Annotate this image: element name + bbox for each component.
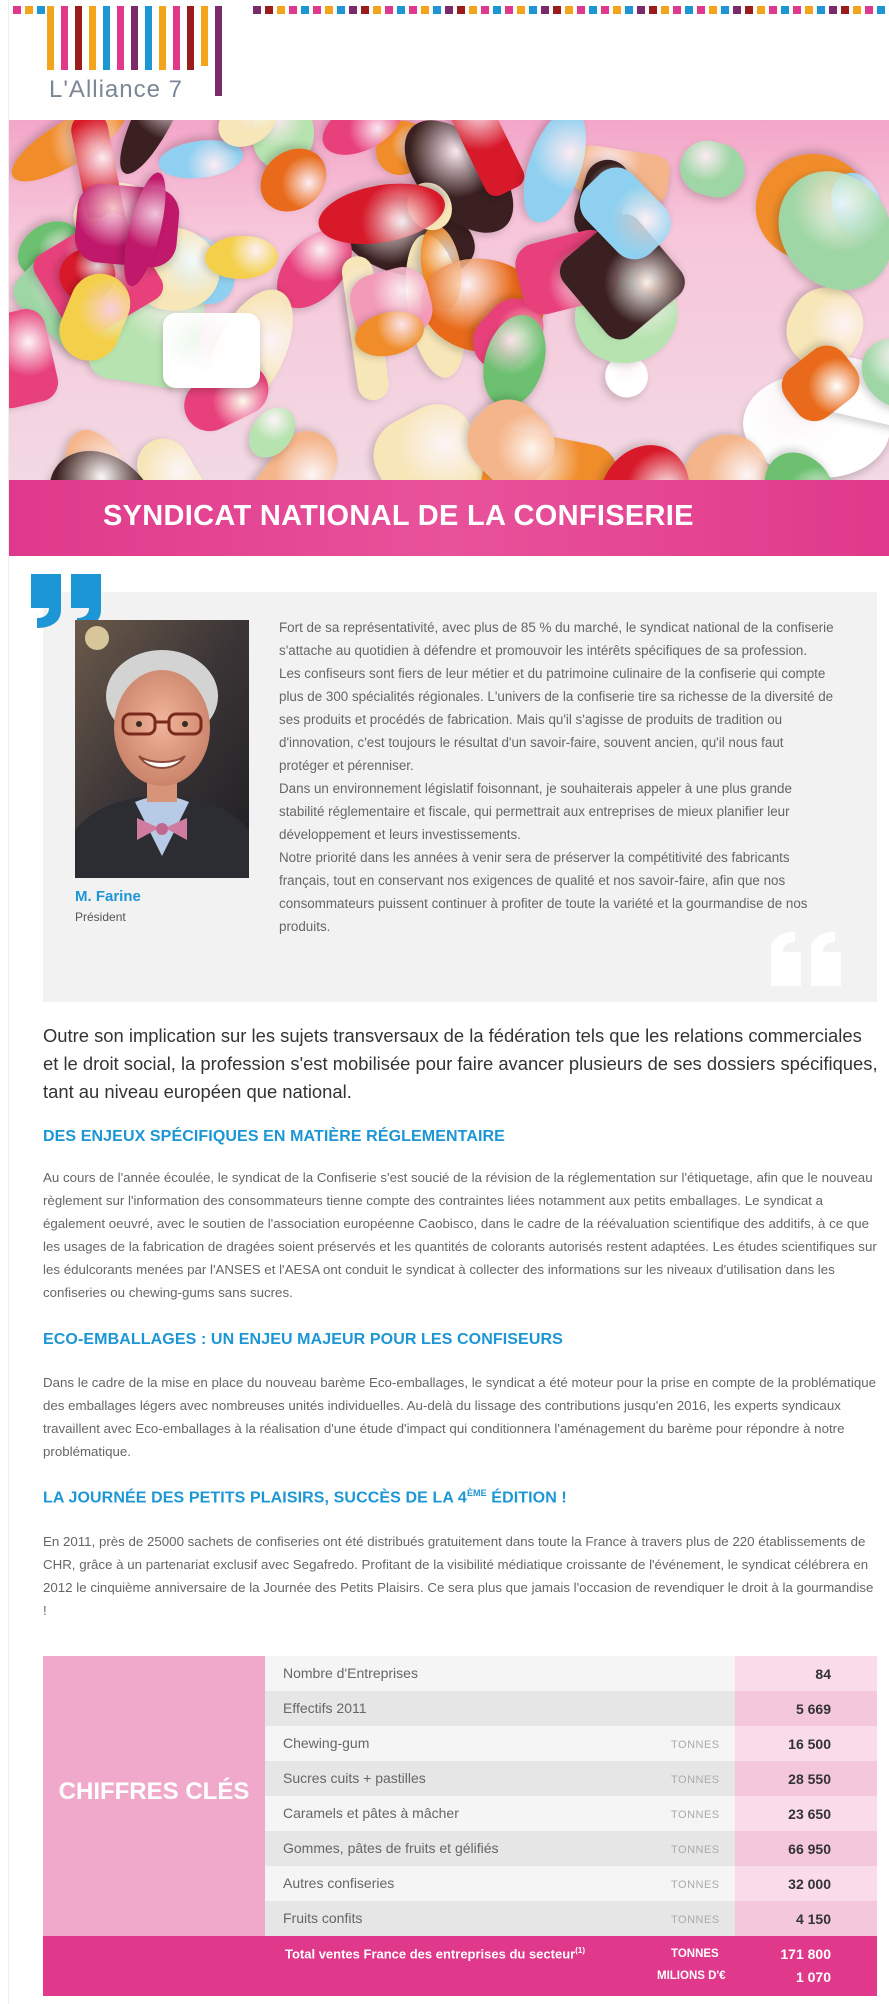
dot — [709, 6, 717, 14]
dot — [553, 6, 561, 14]
key-figure-label: Gommes, pâtes de fruits et gélifiés — [283, 1840, 499, 1856]
logo-bar — [173, 6, 180, 70]
total-value-euros: 1 070 — [795, 1969, 831, 1985]
candy-shape — [127, 428, 231, 480]
quote-paragraph: Dans un environnement législatif foisonnant, je souhaiterais appeler à une plus grande stabilité réglementaire et fiscale, qui permettrait aux entreprises de mieux planifier leur développement et leurs investissements. — [279, 781, 792, 842]
logo-bar — [75, 6, 82, 70]
dot — [865, 6, 873, 14]
close-quote-icon — [765, 930, 845, 990]
dot — [277, 6, 285, 14]
dot — [793, 6, 801, 14]
quote-text — [279, 616, 835, 938]
logo-number: 7 — [168, 76, 184, 103]
dot — [385, 6, 393, 14]
key-figure-label: Caramels et pâtes à mâcher — [283, 1805, 459, 1821]
logo-bar — [201, 6, 208, 66]
section-title-superscript: ÈME — [466, 1488, 487, 1498]
dot — [469, 6, 477, 14]
dot — [349, 6, 357, 14]
dot — [673, 6, 681, 14]
logo-text — [49, 76, 183, 104]
dot — [301, 6, 309, 14]
key-figure-value: 66 950 — [788, 1841, 831, 1857]
dot — [325, 6, 333, 14]
dot — [397, 6, 405, 14]
dot — [697, 6, 705, 14]
key-figure-value-cell — [735, 1796, 877, 1831]
key-figure-row — [265, 1831, 877, 1866]
dot — [637, 6, 645, 14]
total-unit-tonnes: TONNES — [671, 1948, 719, 1960]
key-figure-unit: TONNES — [671, 1809, 720, 1821]
hero-candy-image — [9, 120, 889, 480]
key-figure-row — [265, 1656, 877, 1691]
logo-bar — [117, 6, 124, 70]
candy-shape — [163, 313, 260, 389]
page — [8, 0, 889, 2004]
dot — [745, 6, 753, 14]
dot — [601, 6, 609, 14]
key-figure-row — [265, 1726, 877, 1761]
title-band — [9, 480, 889, 556]
key-figure-unit: TONNES — [671, 1774, 720, 1786]
dot — [769, 6, 777, 14]
dot — [493, 6, 501, 14]
dot — [481, 6, 489, 14]
dot — [373, 6, 381, 14]
key-figure-value: 16 500 — [788, 1736, 831, 1752]
dot — [457, 6, 465, 14]
dot — [265, 6, 273, 14]
logo-bar — [89, 6, 96, 70]
speaker-name: M. Farine — [75, 888, 141, 905]
dot — [757, 6, 765, 14]
key-figure-value: 32 000 — [788, 1876, 831, 1892]
key-figure-value: 84 — [815, 1666, 831, 1682]
logo-bar — [47, 6, 54, 70]
dot — [577, 6, 585, 14]
dot — [589, 6, 597, 14]
key-figure-label: Effectifs 2011 — [283, 1700, 367, 1716]
dot — [817, 6, 825, 14]
logo-bar — [145, 6, 152, 70]
logo-bar — [215, 6, 222, 96]
key-figure-value-cell — [735, 1726, 877, 1761]
portrait-illustration — [75, 620, 249, 878]
key-figure-label: Chewing-gum — [283, 1735, 370, 1751]
dot — [361, 6, 369, 14]
portrait-photo — [75, 620, 249, 878]
dot — [649, 6, 657, 14]
dot — [517, 6, 525, 14]
key-figure-unit: TONNES — [671, 1914, 720, 1926]
logo[interactable] — [43, 0, 243, 108]
dot — [829, 6, 837, 14]
dot — [253, 6, 261, 14]
dot — [289, 6, 297, 14]
section-body-petits-plaisirs: En 2011, près de 25000 sachets de confiseries ont été distribués gratuitement dans toute la France à travers plus de 220 établissements de CHR, grâce à un partenariat exclusif avec Segafredo. Profitant de la visibilité médiatique croissante de l'événement, le syndicat célébrera en 2012 le cinquième anniversaire de la Journée des Petits Plaisirs. Ce sera plus que jamais l'occasion de revendiquer le droit à la gourmandise ! — [43, 1534, 874, 1618]
dot — [721, 6, 729, 14]
total-label — [285, 1946, 585, 1961]
dot — [25, 6, 33, 14]
speaker-role: Président — [75, 910, 126, 924]
dot — [613, 6, 621, 14]
key-figure-label: Fruits confits — [283, 1910, 363, 1926]
dot — [805, 6, 813, 14]
logo-name: L'Alliance — [49, 76, 161, 103]
logo-bar — [61, 6, 68, 70]
dot — [313, 6, 321, 14]
section-body-eco-emballages: Dans le cadre de la mise en place du nouveau barème Eco-emballages, le syndicat a été moteur pour la prise en compte de la problématique des emballages légers avec nombreuses unités individuelles. Au-delà du lissage des contributions jusqu'en 2016, les experts syndicaux travaillent avec Eco-emballages à la réalisation d'une étude d'impact qui conditionnera l'aménagement du barème pour répondre à notre problématique. — [43, 1375, 877, 1459]
quote-paragraph: Fort de sa représentativité, avec plus de 85 % du marché, le syndicat national de la confiserie s'attache au quotidien à défendre et promouvoir les intérêts spécifiques de sa profession. — [279, 620, 834, 658]
key-figure-row — [265, 1866, 877, 1901]
key-figure-row — [265, 1796, 877, 1831]
key-figure-unit: TONNES — [671, 1739, 720, 1751]
dot — [733, 6, 741, 14]
key-figure-value-cell — [735, 1656, 877, 1691]
total-unit-euros: MILIONS D'€ — [657, 1970, 726, 1982]
key-figure-value: 4 150 — [795, 1911, 831, 1927]
logo-bar — [103, 6, 110, 70]
dot — [529, 6, 537, 14]
key-figure-value-cell — [735, 1761, 877, 1796]
key-figure-label: Autres confiseries — [283, 1875, 395, 1891]
dot — [421, 6, 429, 14]
section-title-petits-plaisirs — [43, 1488, 567, 1507]
dot — [409, 6, 417, 14]
dot — [565, 6, 573, 14]
candy-shape — [675, 134, 752, 203]
dot — [433, 6, 441, 14]
key-figure-row — [265, 1901, 877, 1936]
logo-bar — [131, 6, 138, 70]
key-figure-row — [265, 1691, 877, 1726]
key-figure-value: 28 550 — [788, 1771, 831, 1787]
dot — [685, 6, 693, 14]
dot — [853, 6, 861, 14]
section-title-part: LA JOURNÉE DES PETITS PLAISIRS, SUCCÈS DE LA 4 — [43, 1489, 467, 1507]
key-figure-value-cell — [735, 1691, 877, 1726]
dot — [337, 6, 345, 14]
total-label-text: Total ventes France des entreprises du secteur — [285, 1946, 576, 1962]
key-figure-unit: TONNES — [671, 1879, 720, 1891]
total-value-tonnes: 171 800 — [780, 1946, 831, 1962]
dot — [505, 6, 513, 14]
dot — [541, 6, 549, 14]
key-figure-value: 5 669 — [795, 1701, 831, 1717]
quote-paragraph: Les confiseurs sont fiers de leur métier et du patrimoine culinaire de la confiserie qui compte plus de 300 spécialités régionales. L'univers de la confiserie tire sa richesse de la diversité de ses produits et procédés de fabrication. Mais qu'il s'agisse de produits de tradition ou d'innovation, c'est toujours le résultat d'un savoir-faire, souvent ancien, qu'il nous faut protéger et pérenniser. — [279, 666, 834, 773]
dot — [781, 6, 789, 14]
quote-paragraph: Notre priorité dans les années à venir sera de préserver la compétitivité des fabricants français, tout en conservant nos exigences de qualité et nos savoir-faire, afin que nos consommateurs puissent continuer à profiter de toute la variété et la gourmandise de nos produits. — [279, 850, 808, 934]
key-figure-value: 23 650 — [788, 1806, 831, 1822]
dot — [13, 6, 21, 14]
key-figure-unit: TONNES — [671, 1844, 720, 1856]
logo-bar — [159, 6, 166, 70]
dot — [841, 6, 849, 14]
page-title: SYNDICAT NATIONAL DE LA CONFISERIE — [103, 500, 694, 532]
key-figures-label-cell — [43, 1656, 265, 1936]
key-figure-label: Sucres cuits + pastilles — [283, 1770, 426, 1786]
section-title-eco-emballages: ECO-EMBALLAGES : UN ENJEU MAJEUR POUR LES CONFISEURS — [43, 1331, 563, 1348]
key-figure-label: Nombre d'Entreprises — [283, 1665, 418, 1681]
dot — [661, 6, 669, 14]
key-figures-total-row — [43, 1936, 877, 1996]
key-figure-value-cell — [735, 1831, 877, 1866]
candy-shape — [204, 235, 278, 281]
section-title-part: ÉDITION ! — [486, 1489, 567, 1507]
key-figure-value-cell — [735, 1901, 877, 1936]
dot — [877, 6, 885, 14]
dot — [625, 6, 633, 14]
section-title-regulatory: DES ENJEUX SPÉCIFIQUES EN MATIÈRE RÉGLEMENTAIRE — [43, 1128, 505, 1145]
key-figures-table — [43, 1656, 877, 1996]
key-figure-row — [265, 1761, 877, 1796]
key-figure-value-cell — [735, 1866, 877, 1901]
key-figures-label: CHIFFRES CLÉS — [58, 1778, 250, 1805]
section-body-regulatory: Au cours de l'année écoulée, le syndicat de la Confiserie s'est soucié de la révision de la réglementation sur l'étiquetage, afin que le nouveau règlement sur l'information des consommateurs tienne compte des contraintes liées notamment aux petits emballages. Le syndicat a également oeuvré, avec le soutien de l'association européenne Caobisco, dans le cadre de la réévaluation scientifique des additifs, à ce que les usages de la fabrication de dragées soient préservés et les quantités de colorants autorisés restent adaptées. Les études scientifiques sur les édulcorants menées par l'ANSES et l'AESA ont conduit le syndicat à collecter des informations sur les niveaux d'utilisation dans les confiseries ou chewing-gums sans sucres. — [43, 1170, 877, 1300]
dot — [445, 6, 453, 14]
intro-text: Outre son implication sur les sujets transversaux de la fédération tels que les relations commerciales et le droit social, la profession s'est mobilisée pour faire avancer plusieurs de ses dossiers spécifiques, tant au niveau européen que national. — [43, 1025, 878, 1102]
total-footnote: (1) — [575, 1946, 585, 1955]
logo-bar — [187, 6, 194, 70]
